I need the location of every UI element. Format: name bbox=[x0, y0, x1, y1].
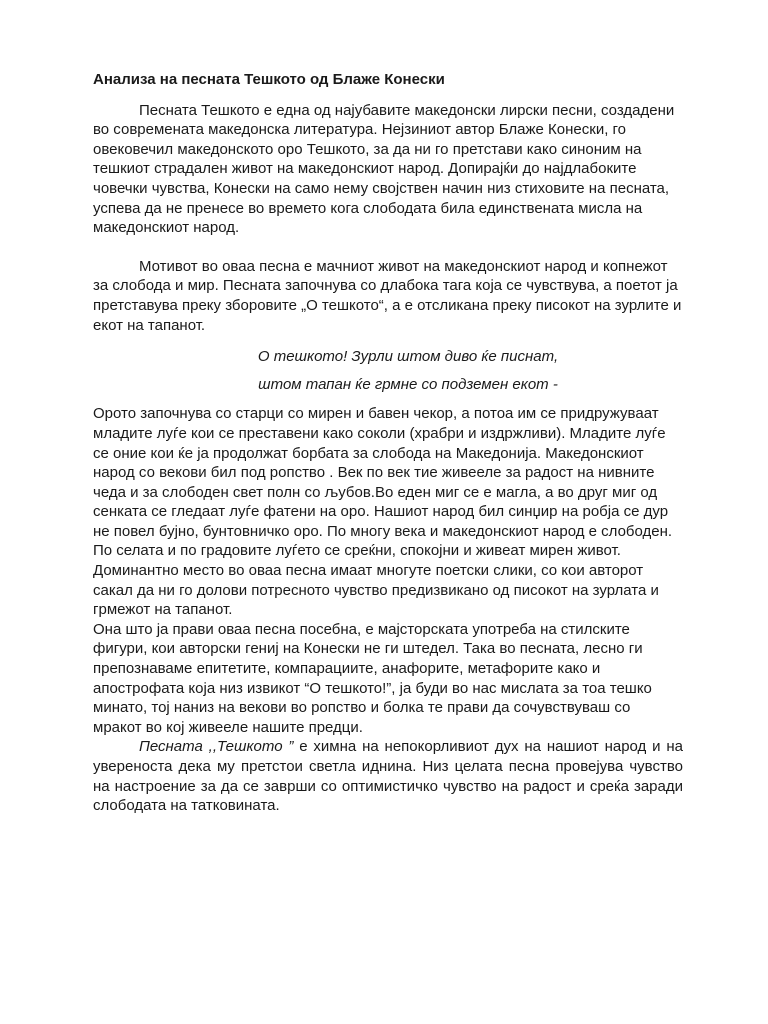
poem-quote-line-1: О тешкото! Зурли штом диво ќе писнат, bbox=[257, 348, 559, 366]
paragraph-intro: Песната Тешкото е една од најубавите македонски лирски песни, создадени во современата македонска литература. Нејзиниот автор Блаже Конески, го овековечил македонското оро Тешкото, за да ни го претстави како синоним на тешкиот страдален живот на македонскиот народ. Допирајќи до најдлабоките човечки чувства, Конески на само нему својствен начин низ стиховите на песната, успева да не пренесе во времето кога слободата била единствената мисла на македонскиот народ. bbox=[93, 101, 675, 237]
conclusion-text: е химна на непокорливиот дух на нашиот народ и на увереноста дека му претстои светла иднина. Низ целата песна провејува чувство на настроение за да се заврши со оптимистичко чувство на радост и среќа заради слободата на татковината. bbox=[93, 738, 684, 815]
paragraph-dance: Орото започнува со старци со мирен и бавен чекор, а потоа им се придружуваат младите луѓе кои се преставени како соколи (храбри и издржливи). Младите луѓе се оние кои ќе ја продолжат борбата за слобода на Македонија. Македонскиот народ со векови бил под ропство . Век по век тие живееле за радост на нивните чеда и за слободен свет полн со љубов.Во еден миг се е магла, а во друг миг од сенката се гледаат луѓе фатени на оро. Нашиот народ бил синџир на робја се дур не повел бујно, бунтовничко оро. По многу века и македонскиот народ е слободен. По селата и по градовите луѓето се среќни, спокојни и живеат мирен живот. bbox=[93, 405, 673, 560]
poem-quote-line-2: штом тапан ќе грмне со подземен екот - bbox=[258, 375, 558, 393]
paragraph-stylistic-figures: Она што ја прави оваа песна посебна, е мајсторската употреба на стилските фигури, кои авторски гениј на Конески не ги штедел. Така во песната, лесно ги препознаваме епитетите, компарациите, анафорите, метафорите како и апострофата која низ извикот “О тешкото!”, ја буди во нас мислата за тоа тешко минато, тој наниз на векови во ропство и болка те прави да сочувствуваш со мракот во кој живееле нашите предци. bbox=[93, 620, 652, 736]
paragraph-poetic-images: Доминантно место во оваа песна имаат многуте поетски слики, со кои авторот сакал да ни го долови потресното чувство предизвикано од писокот на зурлата и грмежот на тапанот. bbox=[93, 562, 659, 619]
paragraph-motif: Мотивот во оваа песна е мачниот живот на македонскиот народ и копнежот за слобода и мир. Песната започнува со длабока тага која се чувствува, а поетот ја претставува преку зборовите „О тешкото“, а е отсликана преку писокот на зурлите и екот на тапанот. bbox=[93, 257, 682, 334]
paragraph-conclusion bbox=[93, 737, 683, 815]
document-page bbox=[93, 70, 683, 816]
paragraph-gap bbox=[93, 238, 683, 257]
song-title-reference: Песната ,,Тешкото ” bbox=[139, 738, 294, 756]
document-title: Анализа на песната Тешкото од Блаже Конески bbox=[93, 71, 445, 88]
